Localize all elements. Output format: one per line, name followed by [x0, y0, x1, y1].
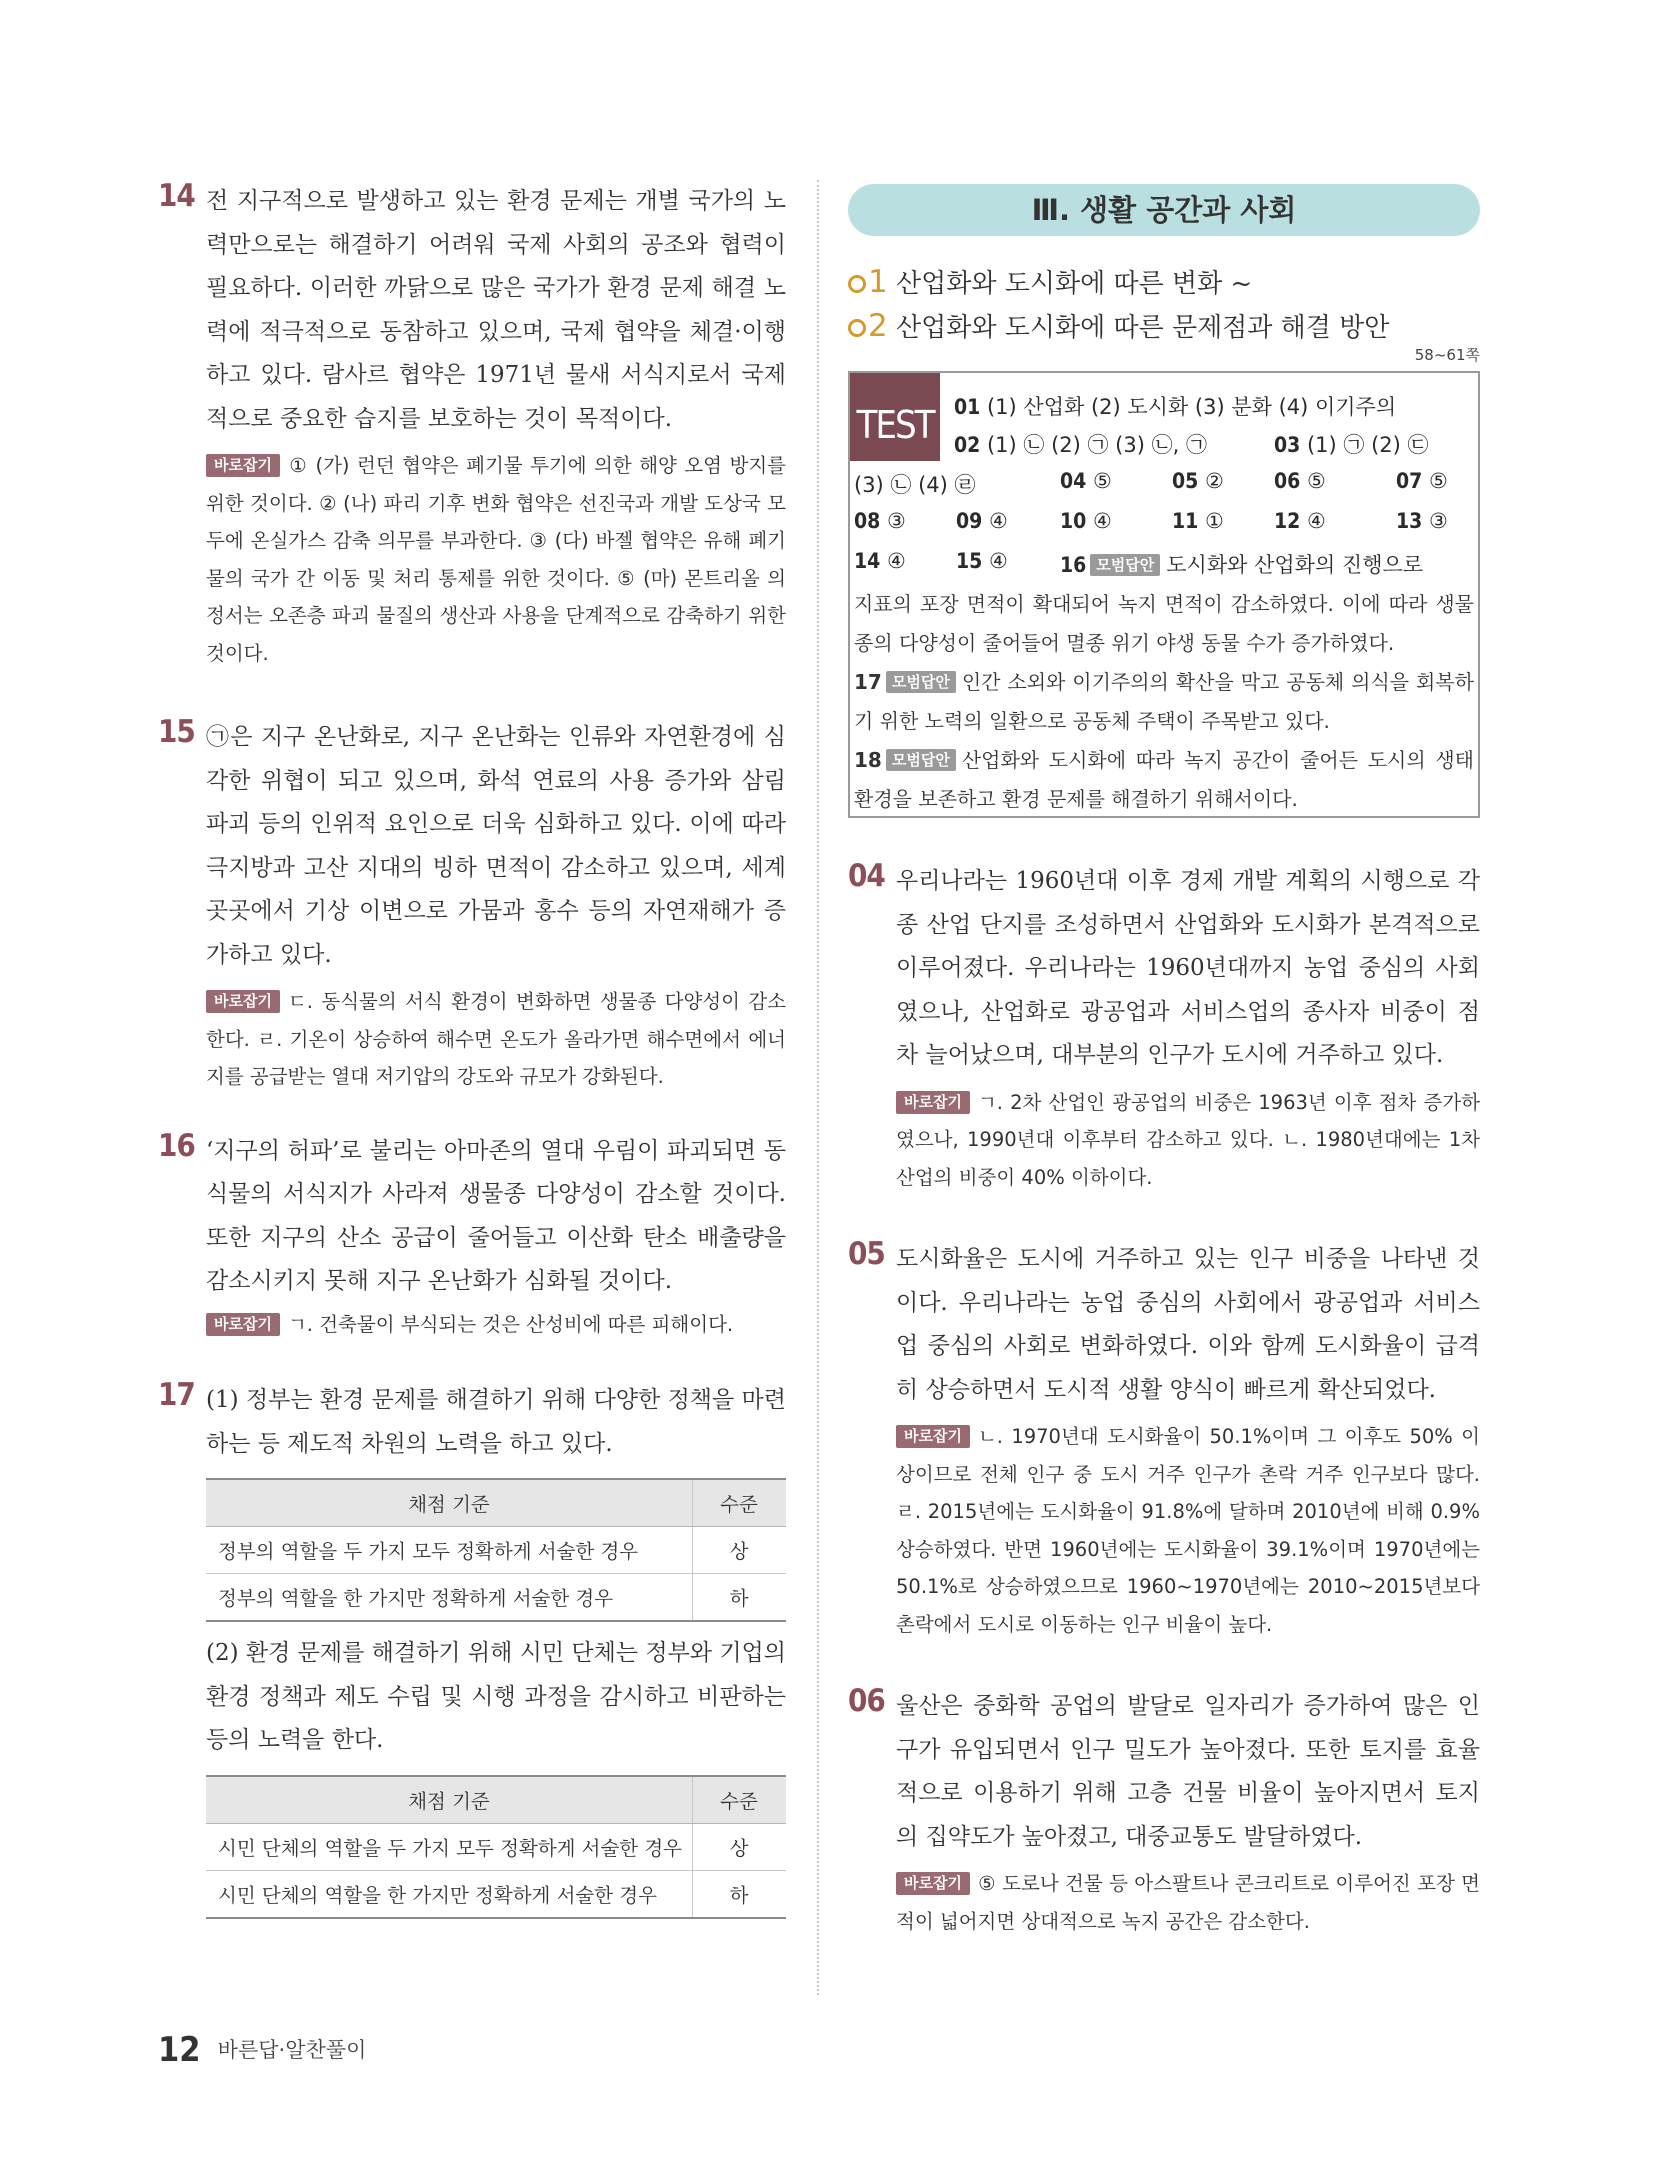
answer-06: 06 ⑤ — [1274, 469, 1326, 493]
answer-16: 16 모범답안 도시화와 산업화의 진행으로 — [1060, 553, 1424, 577]
answer-text: ㉠은 지구 온난화로, 지구 온난화는 인류와 자연환경에 심각한 위협이 되고 있으며, 화석 연료의 사용 증가와 삼림 파괴 등의 인위적 요인으로 더욱 심화하고 있다. 이에 따라 극지방과 고산 지대의 빙하 면적이 감소하고 있으며, 세계 곳곳에서 기상 이변으로 가뭄과 홍수 등의 자연재해가 증가하고 있다. — [206, 724, 786, 968]
correction-badge: 바로잡기 — [206, 1313, 280, 1336]
question-04 — [848, 860, 1480, 1196]
page-footer — [158, 2030, 366, 2070]
table-row — [206, 1527, 786, 1574]
question-number: 14 — [158, 178, 195, 214]
circle-icon — [848, 275, 866, 293]
question-number: 15 — [158, 714, 195, 750]
correction-badge: 바로잡기 — [896, 1872, 970, 1895]
test-tag: TEST — [850, 373, 940, 461]
question-14 — [158, 180, 786, 672]
table-header-criteria: 채점 기준 — [206, 1479, 693, 1527]
answer-text-2: (2) 환경 문제를 해결하기 위해 시민 단체는 정부와 기업의 환경 정책과 제도 수립 및 시행 과정을 감시하고 비판하는 등의 노력을 한다. — [206, 1640, 786, 1753]
question-16 — [158, 1127, 786, 1344]
table-cell: 정부의 역할을 한 가지만 정확하게 서술한 경우 — [206, 1574, 693, 1622]
model-answer-badge: 모범답안 — [1090, 554, 1160, 576]
correction-text: ㄷ. 동식물의 서식 환경이 변화하면 생물종 다양성이 감소한다. ㄹ. 기온이 상승하여 해수면 온도가 올라가면 해수면에서 에너지를 공급받는 열대 저기압의 강도와 규모가 강화된다. — [206, 990, 786, 1088]
correction — [206, 1306, 786, 1344]
question-05 — [848, 1238, 1480, 1643]
section-1 — [848, 260, 1480, 304]
section-number: 1 — [848, 264, 888, 300]
table-cell: 시민 단체의 역할을 한 가지만 정확하게 서술한 경우 — [206, 1870, 693, 1918]
correction-text: ㄱ. 건축물이 부식되는 것은 산성비에 따른 피해이다. — [287, 1312, 734, 1336]
answer-02: 02 (1) ㉡ (2) ㉠ (3) ㉡, ㉠ — [954, 433, 1207, 457]
table-row — [206, 1870, 786, 1918]
section-title: 산업화와 도시화에 따른 문제점과 해결 방안 — [896, 313, 1390, 343]
table-cell: 시민 단체의 역할을 두 가지 모두 정확하게 서술한 경우 — [206, 1823, 693, 1870]
answer-text: 도시화율은 도시에 거주하고 있는 인구 비중을 나타낸 것이다. 우리나라는 농업 중심의 사회에서 광공업과 서비스업 중심의 사회로 변화하였다. 이와 함께 도시화율이 급격히 상승하면서 도시적 생활 양식이 빠르게 확산되었다. — [896, 1246, 1480, 1403]
page-number: 12 — [158, 2030, 201, 2070]
table-cell-level: 하 — [693, 1870, 787, 1918]
correction-badge: 바로잡기 — [896, 1425, 970, 1448]
answer-07: 07 ⑤ — [1396, 469, 1448, 493]
page-range: 58~61쪽 — [1414, 346, 1480, 364]
section-2 — [848, 304, 1480, 348]
correction — [896, 1865, 1480, 1940]
answer-04: 04 ⑤ — [1060, 469, 1112, 493]
section-title: 산업화와 도시화에 따른 변화 ~ — [896, 269, 1253, 299]
table-cell-level: 상 — [693, 1823, 787, 1870]
answer-16-cont: 지표의 포장 면적이 확대되어 녹지 면적이 감소하였다. 이에 따라 생물종의 다양성이 줄어들어 멸종 위기 야생 동물 수가 증가하였다. — [854, 592, 1474, 655]
question-number: 05 — [848, 1236, 885, 1272]
answer-12: 12 ④ — [1274, 509, 1326, 533]
answer-09: 09 ④ — [956, 509, 1008, 533]
answer-17: 17 모범답안 인간 소외와 이기주의의 확산을 막고 공동체 의식을 회복하기 위한 노력의 일환으로 공동체 주택이 주목받고 있다. — [854, 670, 1474, 733]
scoring-table-1 — [206, 1478, 786, 1622]
question-15 — [158, 716, 786, 1096]
answer-10: 10 ④ — [1060, 509, 1112, 533]
question-number: 06 — [848, 1683, 885, 1719]
answer-text: 우리나라는 1960년대 이후 경제 개발 계획의 시행으로 각종 산업 단지를 조성하면서 산업화와 도시화가 본격적으로 이루어졌다. 우리나라는 1960년대까지 농업 중심의 사회였으나, 산업화로 광공업과 서비스업의 종사자 비중이 점차 늘어났으며, 대부분의 인구가 도시에 거주하고 있다. — [896, 868, 1480, 1068]
circle-icon — [848, 319, 866, 337]
right-column — [848, 184, 1480, 1940]
correction-text: ㄱ. 2차 산업인 광공업의 비중은 1963년 이후 점차 증가하였으나, 1990년대 이후부터 감소하고 있다. ㄴ. 1980년대에는 1차 산업의 비중이 40% 이하이다. — [896, 1090, 1480, 1189]
answer-01: 01 (1) 산업화 (2) 도시화 (3) 분화 (4) 이기주의 — [954, 395, 1397, 419]
book-title: 바른답·알찬풀이 — [217, 2038, 367, 2062]
section-number: 2 — [848, 308, 888, 344]
column-divider — [817, 180, 819, 1995]
question-number: 16 — [158, 1127, 195, 1164]
answer-13: 13 ③ — [1396, 509, 1448, 533]
model-answer-badge: 모범답안 — [886, 671, 956, 693]
table-cell: 정부의 역할을 두 가지 모두 정확하게 서술한 경우 — [206, 1527, 693, 1574]
answer-18: 18 모범답안 산업화와 도시화에 따라 녹지 공간이 줄어든 도시의 생태 환경을 보존하고 환경 문제를 해결하기 위해서이다. — [854, 748, 1474, 811]
correction-text: ⑤ 도로나 건물 등 아스팔트나 콘크리트로 이루어진 포장 면적이 넓어지면 상대적으로 녹지 공간은 감소한다. — [896, 1872, 1480, 1933]
test-answer-box — [848, 371, 1480, 818]
answer-text: 울산은 중화학 공업의 발달로 일자리가 증가하여 많은 인구가 유입되면서 인구 밀도가 높아졌다. 또한 토지를 효율적으로 이용하기 위해 고층 건물 비율이 높아지면서 토지의 집약도가 높아졌고, 대중교통도 발달하였다. — [896, 1693, 1480, 1850]
table-row — [206, 1823, 786, 1870]
answer-08: 08 ③ — [854, 509, 906, 533]
question-06 — [848, 1685, 1480, 1940]
answer-05: 05 ② — [1172, 469, 1224, 493]
table-cell-level: 하 — [693, 1574, 787, 1622]
table-row — [206, 1574, 786, 1622]
correction — [896, 1084, 1480, 1197]
unit-title: Ⅲ. 생활 공간과 사회 — [848, 184, 1480, 236]
correction — [206, 983, 786, 1096]
question-number: 17 — [158, 1377, 195, 1413]
table-header-level: 수준 — [693, 1776, 787, 1824]
answer-text: 전 지구적으로 발생하고 있는 환경 문제는 개별 국가의 노력만으로는 해결하기 어려워 국제 사회의 공조와 협력이 필요하다. 이러한 까닭으로 많은 국가가 환경 문제 해결 노력에 적극적으로 동참하고 있으며, 국제 협약을 체결·이행하고 있다. 람사르 협약은 1971년 물새 서식지로서 국제적으로 중요한 습지를 보호하는 것이 목적이다. — [206, 188, 786, 432]
correction-badge: 바로잡기 — [206, 454, 280, 477]
answer-11: 11 ① — [1172, 509, 1224, 533]
model-answer-badge: 모범답안 — [886, 749, 956, 771]
question-17 — [158, 1379, 786, 1919]
question-number: 04 — [848, 858, 885, 894]
correction — [206, 447, 786, 672]
left-column — [158, 180, 786, 1929]
scoring-table-2 — [206, 1775, 786, 1919]
table-cell-level: 상 — [693, 1527, 787, 1574]
answer-03-cont: (3) ㉡ (4) ㉣ — [854, 473, 976, 497]
correction-text: ㄴ. 1970년대 도시화율이 50.1%이며 그 이후도 50% 이상이므로 전체 인구 중 도시 거주 인구가 촌락 거주 인구보다 많다. ㄹ. 2015년에는 도시화율이 91.8%에 달하며 2010년에 비해 0.9% 상승하였다. 반면 1960년에는 도시화율이 39.1%이며 1970년에는 50.1%로 상승하였으므로 1960~1970년에는 2010~2015년보다 촌락에서 도시로 이동하는 인구 비율이 높다. — [896, 1425, 1480, 1636]
table-header-criteria: 채점 기준 — [206, 1776, 693, 1824]
correction-badge: 바로잡기 — [206, 990, 280, 1013]
answer-03: 03 (1) ㉠ (2) ㉢ — [1274, 433, 1429, 457]
answer-15: 15 ④ — [956, 549, 1008, 573]
correction-badge: 바로잡기 — [896, 1091, 970, 1114]
answer-text: ‘지구의 허파’로 불리는 아마존의 열대 우림이 파괴되면 동식물의 서식지가 사라져 생물종 다양성이 감소할 것이다. 또한 지구의 산소 공급이 줄어들고 이산화 탄소 배출량을 감소시키지 못해 지구 온난화가 심화될 것이다. — [206, 1137, 786, 1294]
table-header-level: 수준 — [693, 1479, 787, 1527]
correction — [896, 1418, 1480, 1643]
answer-text-1: (1) 정부는 환경 문제를 해결하기 위해 다양한 정책을 마련하는 등 제도적 차원의 노력을 하고 있다. — [206, 1387, 786, 1457]
answer-14: 14 ④ — [854, 549, 906, 573]
correction-text: ① (가) 런던 협약은 폐기물 투기에 의한 해양 오염 방지를 위한 것이다. ② (나) 파리 기후 변화 협약은 선진국과 개발 도상국 모두에 온실가스 감축 의무를 부과한다. ③ (다) 바젤 협약은 유해 폐기물의 국가 간 이동 및 처리 통제를 위한 것이다. ⑤ (마) 몬트리올 의정서는 오존층 파괴 물질의 생산과 사용을 단계적으로 감축하기 위한 것이다. — [206, 454, 786, 665]
